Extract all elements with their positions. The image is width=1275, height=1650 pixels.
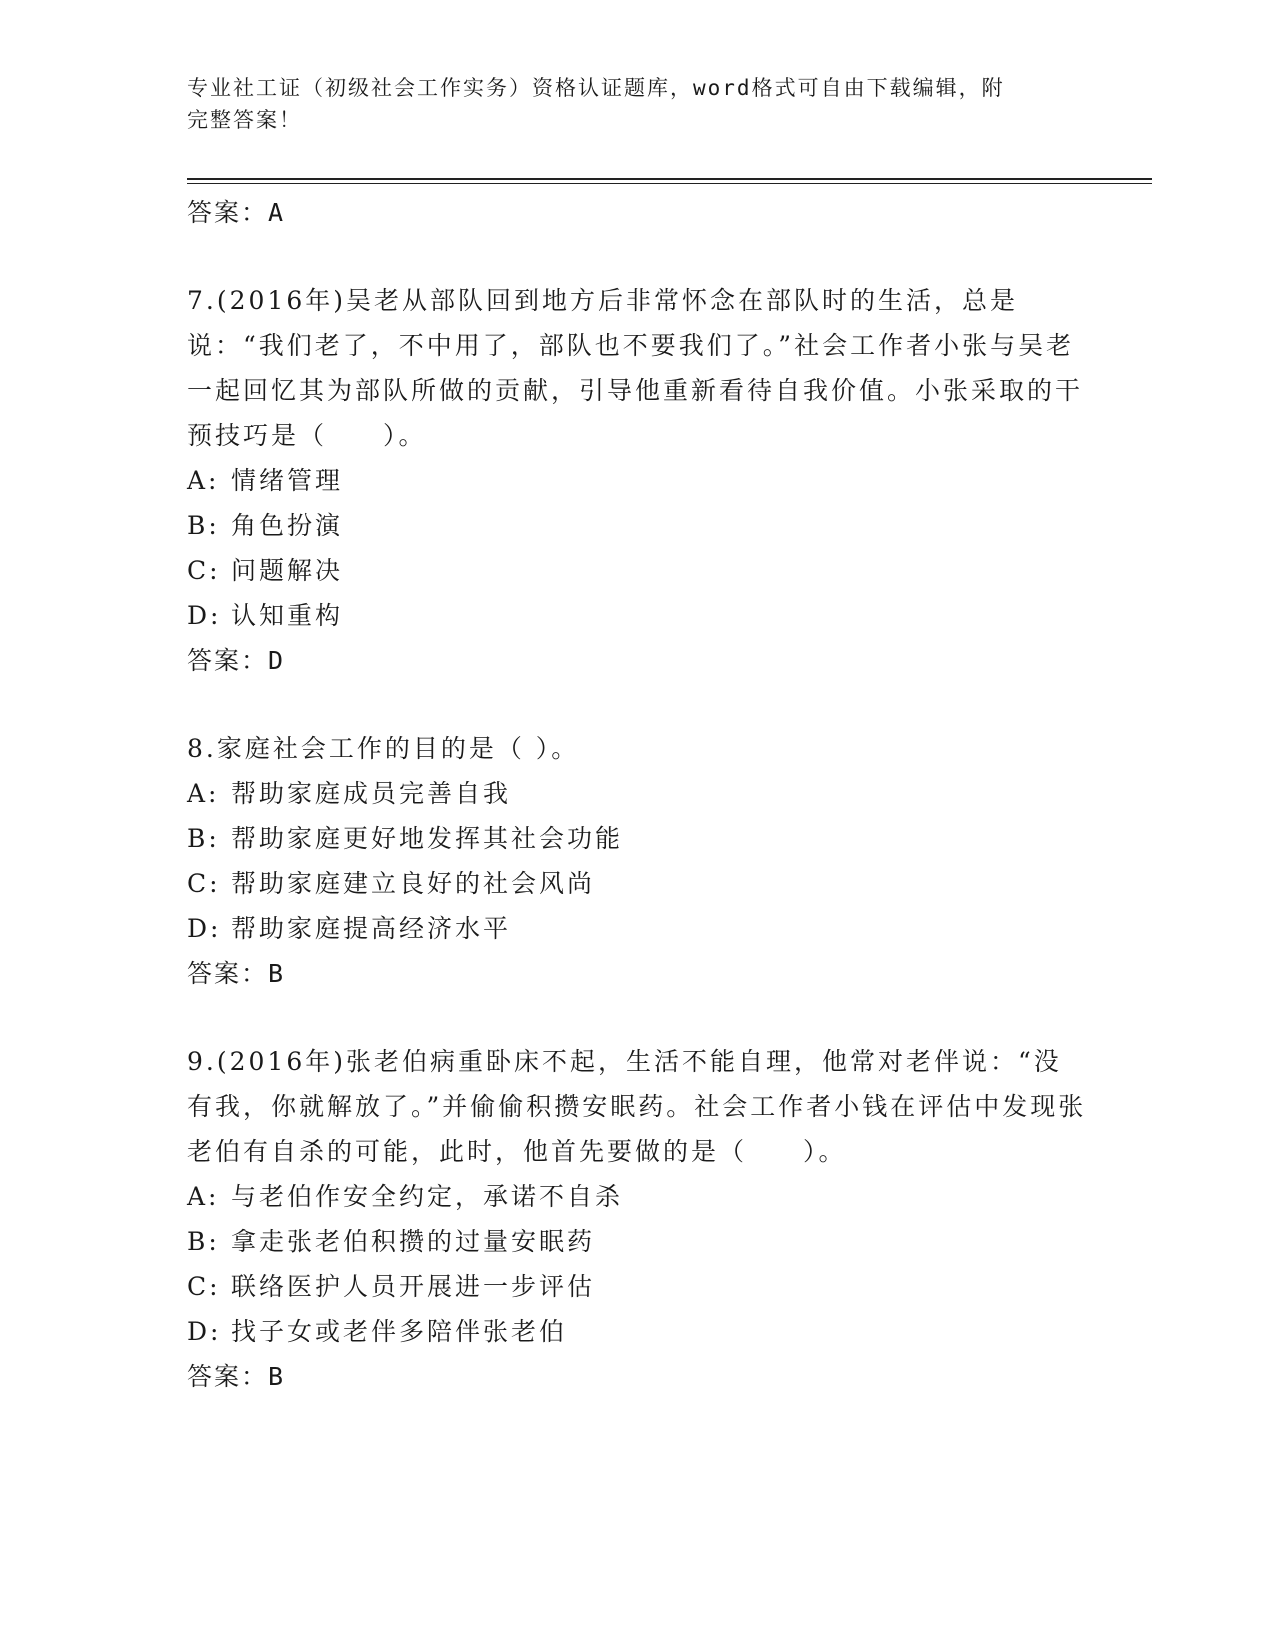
- option-b: [187, 1219, 1087, 1264]
- option-letter: A:: [187, 779, 220, 808]
- option-c: [187, 1264, 1087, 1309]
- answer-line: 答案：B: [187, 959, 286, 988]
- header-rule-thin: [187, 183, 1152, 184]
- question-7: [187, 278, 1087, 684]
- question-stem: 8.家庭社会工作的目的是（ ）。: [187, 734, 580, 763]
- question-stem: 9.(2016年)张老伯病重卧床不起，生活不能自理，他常对老伴说：“没有我，你就解放了。”并偷偷积攒安眠药。社会工作者小钱在评估中发现张老伯有自杀的可能，此时，他首先要做的是（ ）。: [187, 1047, 1087, 1166]
- option-c: [187, 548, 1087, 593]
- document-header: [187, 72, 1067, 136]
- option-text: 帮助家庭更好地发挥其社会功能: [231, 824, 624, 853]
- option-a: [187, 458, 1087, 503]
- option-text: 认知重构: [231, 601, 344, 630]
- option-letter: C:: [187, 869, 221, 898]
- option-text: 找子女或老伴多陪伴张老伯: [231, 1317, 568, 1346]
- option-d: [187, 906, 1087, 951]
- question-stem: 7.(2016年)吴老从部队回到地方后非常怀念在部队时的生活，总是说：“我们老了，不中用了，部队也不要我们了。”社会工作者小张与吴老一起回忆其为部队所做的贡献，引导他重新看待自我价值。小张采取的干预技巧是（ ）。: [187, 286, 1084, 450]
- option-text: 拿走张老伯积攒的过量安眠药: [231, 1227, 596, 1256]
- option-c: [187, 861, 1087, 906]
- header-line-2: 完整答案！: [187, 108, 302, 132]
- option-letter: C:: [187, 1272, 221, 1301]
- option-a: [187, 771, 1087, 816]
- option-text: 帮助家庭提高经济水平: [231, 914, 512, 943]
- option-text: 与老伯作安全约定，承诺不自杀: [231, 1182, 624, 1211]
- answer-line: 答案：B: [187, 1362, 286, 1391]
- option-a: [187, 1174, 1087, 1219]
- option-text: 情绪管理: [231, 466, 344, 495]
- option-letter: A:: [187, 1182, 220, 1211]
- option-b: [187, 816, 1087, 861]
- option-letter: D:: [187, 601, 222, 630]
- answer-line: 答案：A: [187, 198, 286, 227]
- option-letter: D:: [187, 1317, 222, 1346]
- document-body: [187, 190, 1087, 1400]
- option-text: 帮助家庭建立良好的社会风尚: [231, 869, 596, 898]
- option-d: [187, 593, 1087, 638]
- option-letter: B:: [187, 511, 220, 540]
- option-text: 问题解决: [231, 556, 344, 585]
- question-8: [187, 726, 1087, 997]
- header-line-1: 专业社工证（初级社会工作实务）资格认证题库，word格式可自由下载编辑，附: [187, 76, 1005, 100]
- option-letter: C:: [187, 556, 221, 585]
- option-text: 角色扮演: [231, 511, 344, 540]
- option-letter: A:: [187, 466, 220, 495]
- option-letter: B:: [187, 824, 220, 853]
- answer-line: 答案：D: [187, 646, 286, 675]
- question-9: [187, 1039, 1087, 1400]
- option-text: 联络医护人员开展进一步评估: [231, 1272, 596, 1301]
- header-rule-thick: [187, 178, 1152, 180]
- option-text: 帮助家庭成员完善自我: [231, 779, 512, 808]
- option-d: [187, 1309, 1087, 1354]
- option-letter: B:: [187, 1227, 220, 1256]
- option-letter: D:: [187, 914, 222, 943]
- option-b: [187, 503, 1087, 548]
